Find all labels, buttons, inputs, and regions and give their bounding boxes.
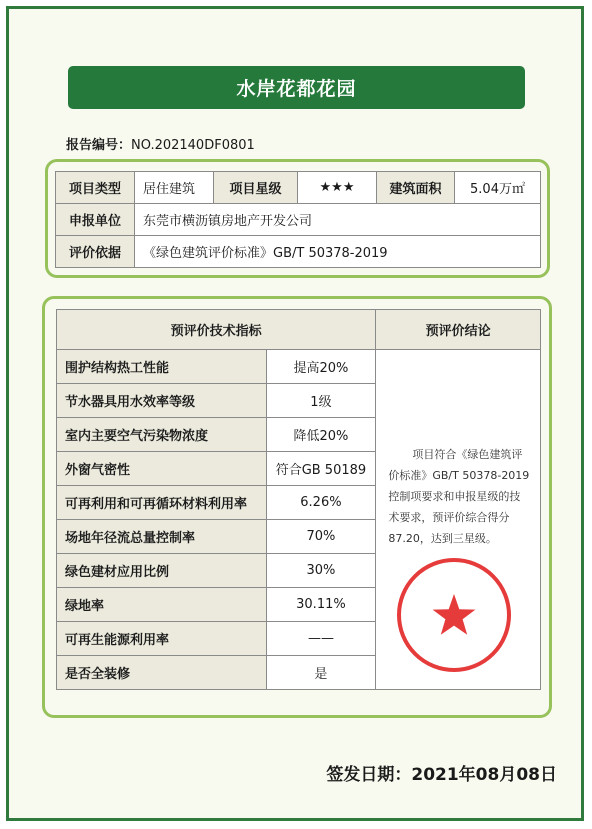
project-title: 水岸花都花园 bbox=[68, 66, 525, 109]
indicator-name: 可再生能源利用率 bbox=[57, 622, 267, 656]
type-value: 居住建筑 bbox=[135, 172, 214, 204]
report-number-value: NO.202140DF0801 bbox=[131, 138, 255, 153]
unit-label: 申报单位 bbox=[56, 204, 135, 236]
basis-label: 评价依据 bbox=[56, 236, 135, 268]
area-value: 5.04万㎡ bbox=[455, 172, 541, 204]
indicator-value: 30.11% bbox=[266, 588, 376, 622]
indicator-value: —— bbox=[266, 622, 376, 656]
indicator-value: 符合GB 50189 bbox=[266, 452, 376, 486]
basis-value: 《绿色建筑评价标准》GB/T 50378-2019 bbox=[135, 236, 541, 268]
indicator-name: 节水器具用水效率等级 bbox=[57, 384, 267, 418]
company-seal-icon bbox=[394, 555, 514, 675]
report-number bbox=[66, 134, 255, 153]
indicator-name: 场地年径流总量控制率 bbox=[57, 520, 267, 554]
indicator-value: 6.26% bbox=[266, 486, 376, 520]
conclusion-cell bbox=[376, 350, 541, 690]
indicator-value: 1级 bbox=[266, 384, 376, 418]
issue-date bbox=[326, 760, 557, 785]
indicator-name: 外窗气密性 bbox=[57, 452, 267, 486]
type-label: 项目类型 bbox=[56, 172, 135, 204]
indicator-name: 围护结构热工性能 bbox=[57, 350, 267, 384]
indicator-name: 可再利用和可再循环材料利用率 bbox=[57, 486, 267, 520]
indicator-name: 绿地率 bbox=[57, 588, 267, 622]
indicator-value: 降低20% bbox=[266, 418, 376, 452]
indicator-value: 30% bbox=[266, 554, 376, 588]
conclusion-header: 预评价结论 bbox=[376, 310, 541, 350]
indicator-name: 绿色建材应用比例 bbox=[57, 554, 267, 588]
indicators-table bbox=[56, 309, 541, 690]
indicator-name: 室内主要空气污染物浓度 bbox=[57, 418, 267, 452]
report-number-label: 报告编号： bbox=[66, 138, 132, 153]
star-label: 项目星级 bbox=[214, 172, 298, 204]
star-value: ★★★ bbox=[298, 172, 377, 204]
indicator-value: 提高20% bbox=[266, 350, 376, 384]
conclusion-text: 项目符合《绿色建筑评价标准》GB/T 50378-2019控制项要求和申报星级的技术要求，预评价综合得分87.20，达到三星级。 bbox=[388, 448, 530, 545]
issue-date-label: 签发日期： bbox=[326, 765, 412, 785]
area-label: 建筑面积 bbox=[377, 172, 455, 204]
issue-date-value: 2021年08月08日 bbox=[411, 765, 557, 785]
indicator-value: 是 bbox=[266, 656, 376, 690]
indicator-value: 70% bbox=[266, 520, 376, 554]
indicators-header: 预评价技术指标 bbox=[57, 310, 376, 350]
unit-value: 东莞市横沥镇房地产开发公司 bbox=[135, 204, 541, 236]
indicator-name: 是否全装修 bbox=[57, 656, 267, 690]
project-info-table bbox=[55, 171, 541, 268]
